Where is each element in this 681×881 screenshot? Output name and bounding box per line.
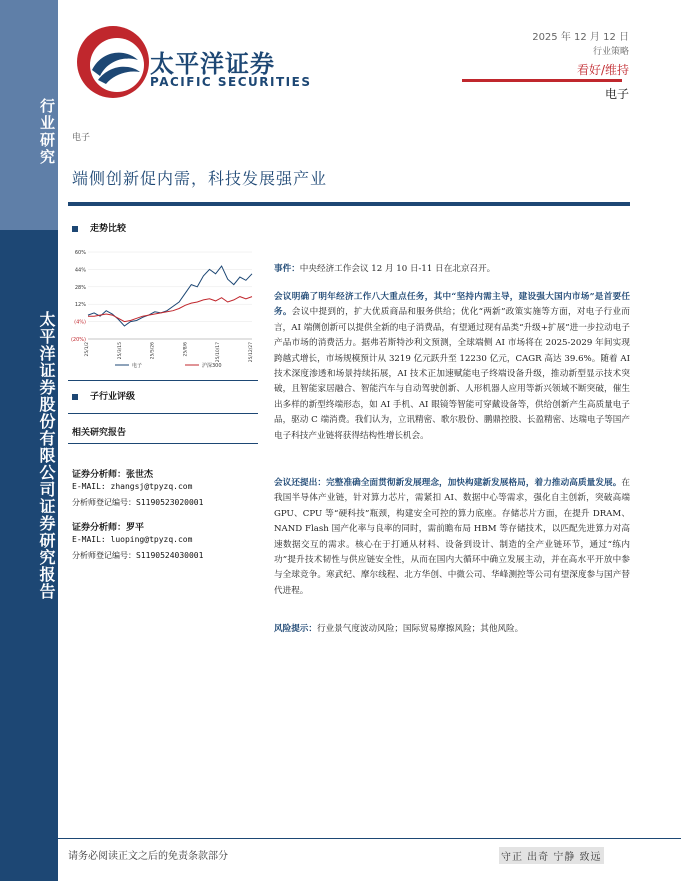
event-paragraph	[274, 262, 630, 277]
risk-text: 行业景气度波动风险；国际贸易摩擦风险；其他风险。	[316, 624, 524, 634]
chart-x-tick-label: 25/8/6	[183, 342, 189, 357]
paragraph-1-lead: 会议明确了明年经济工作八大重点任务，其中“坚持内需主导，建设强大国内市场”是首要任务。	[274, 292, 630, 318]
paragraph-1	[274, 290, 630, 444]
square-bullet-icon	[72, 226, 78, 232]
analyst1-email[interactable]: E-MAIL: zhangsj@tpyzq.com	[72, 482, 193, 491]
industry-label: 电子	[604, 87, 629, 101]
chart-x-tick-label: 25/12/27	[249, 342, 254, 363]
analyst2-cert: 分析师登记编号：S1190524030001	[72, 551, 204, 560]
paragraph-2	[274, 476, 630, 599]
chart-x-tick-label: 25/3/15	[117, 342, 123, 360]
report-type: 行业策略	[592, 47, 629, 57]
footer-disclaimer: 请务必阅读正文之后的免责条款部分	[68, 851, 228, 862]
sub-rating-header	[72, 389, 135, 402]
chart-y-tick-label: (20%)	[70, 337, 86, 343]
risk-paragraph	[274, 622, 630, 637]
chart-series-line-1	[88, 266, 252, 326]
sidebar	[0, 0, 58, 881]
rating-underline	[462, 79, 622, 82]
logo-english-name: PACIFIC SECURITIES	[150, 75, 312, 89]
chart-divider	[68, 380, 258, 381]
chart-legend-label: 电子	[132, 363, 143, 369]
footer-divider	[58, 838, 681, 839]
paragraph-2-lead: 会议还提出：完整准确全面贯彻新发展理念，加快构建新发展格局，着力推动高质量发展。	[274, 478, 622, 488]
event-text: 中央经济工作会议 12 月 10 日-11 日在北京召开。	[299, 264, 496, 274]
rating: 看好/维持	[576, 63, 629, 77]
title-divider	[68, 202, 630, 206]
analyst1-cert: 分析师登记编号：S1190523020001	[72, 498, 204, 507]
report-date: 2025 年 12 月 12 日	[532, 32, 629, 43]
chart-x-tick-label: 25/10/17	[216, 342, 222, 363]
logo-chinese-name: 太平洋证券	[150, 50, 275, 78]
paragraph-2-text: 在我国半导体产业链，针对算力芯片，需紧扣 AI、数据中心等需求，强化自主创新，突破高端 GPU、CPU 等“硬科技”瓶颈，构建安全可控的算力底座。存储芯片方面，在提升 DRAM、NAND Flash 国产化率与良率的同时，需前瞻布局 HBM 等存储技术，以匹配先进算力对高速数据交互的需求。核心在于打通从材料、设备到设计、制造的全产业链环节，通过“练内功”提升技术韧性与供应链安全性，从而在国内大循环中确立发展主动，并在高水平开放中参与全球竞争。寒武纪、摩尔线程、北方华创、中微公司、华峰测控等公司有望深度参与国产替代进程。	[274, 478, 630, 596]
risk-label: 风险提示：	[274, 624, 317, 634]
sidebar-category-text: 行业研究	[38, 98, 56, 166]
analyst1-label: 证券分析师：张世杰	[72, 470, 154, 480]
sub-rating-title: 子行业评级	[90, 392, 136, 402]
chart-legend-label: 沪深300	[202, 363, 222, 369]
industry-tag: 电子	[72, 133, 91, 143]
analyst2-label: 证券分析师：罗平	[72, 523, 145, 533]
sub-rating-divider	[68, 413, 258, 414]
report-title: 端侧创新促内需，科技发展强产业	[72, 169, 328, 188]
chart-x-tick-label: 25/5/26	[150, 342, 156, 360]
trend-section-title: 走势比较	[90, 224, 127, 234]
trend-section-header	[72, 221, 126, 234]
square-bullet-icon	[72, 394, 78, 400]
event-label: 事件：	[274, 264, 300, 274]
related-reports-title: 相关研究报告	[72, 428, 127, 438]
chart-y-tick-label: 28%	[74, 284, 86, 291]
footer-slogan: 守正 出奇 宁静 致远	[499, 847, 604, 864]
chart-y-tick-label: 12%	[74, 302, 86, 309]
chart-y-tick-label: (4%)	[74, 319, 86, 326]
chart-x-tick-label: 25/1/2	[85, 342, 90, 357]
trend-chart	[70, 244, 260, 374]
analyst2-email[interactable]: E-MAIL: luoping@tpyzq.com	[72, 535, 193, 544]
sidebar-company-text: 太平洋证券股份有限公司证券研究报告	[37, 310, 56, 600]
chart-y-tick-label: 44%	[74, 267, 86, 274]
paragraph-1-text: 会议中提到的，扩大优质商品和服务供给；优化“两新”政策实施等方面，对电子行业而言，AI 端侧创新可以提供全新的电子消费品，有望通过现有品类“升级+扩展”进一步拉动电子产品市场的消费活力。据弗若斯特沙利文预测，全球端侧 AI 市场将在 2025-2029 年间实现跨越式增长，市场规模预计从 3219 亿元跃升至 12230 亿元，CAGR 高达 39.6%。随着 AI 技术深度渗透和场景持续拓展，AI 技术正加速赋能电子终端设备升级，推动新型显示技术突破，且智能家居融合、智能汽车与自动驾驶创新、人形机器人应用等新兴领域不断突破，催生出多样的新型终端形态，如 AI 手机、AI 眼镜等智能可穿戴设备等，供给创新产生高质量电子品，驱动 C 端消费。我们认为，立讯精密、歌尔股份、鹏鼎控股、长盈精密、达瑞电子等国产电子科技产业链将获得结构性增长机会。	[274, 307, 630, 441]
related-divider	[68, 443, 258, 444]
chart-y-tick-label: 60%	[74, 250, 86, 256]
